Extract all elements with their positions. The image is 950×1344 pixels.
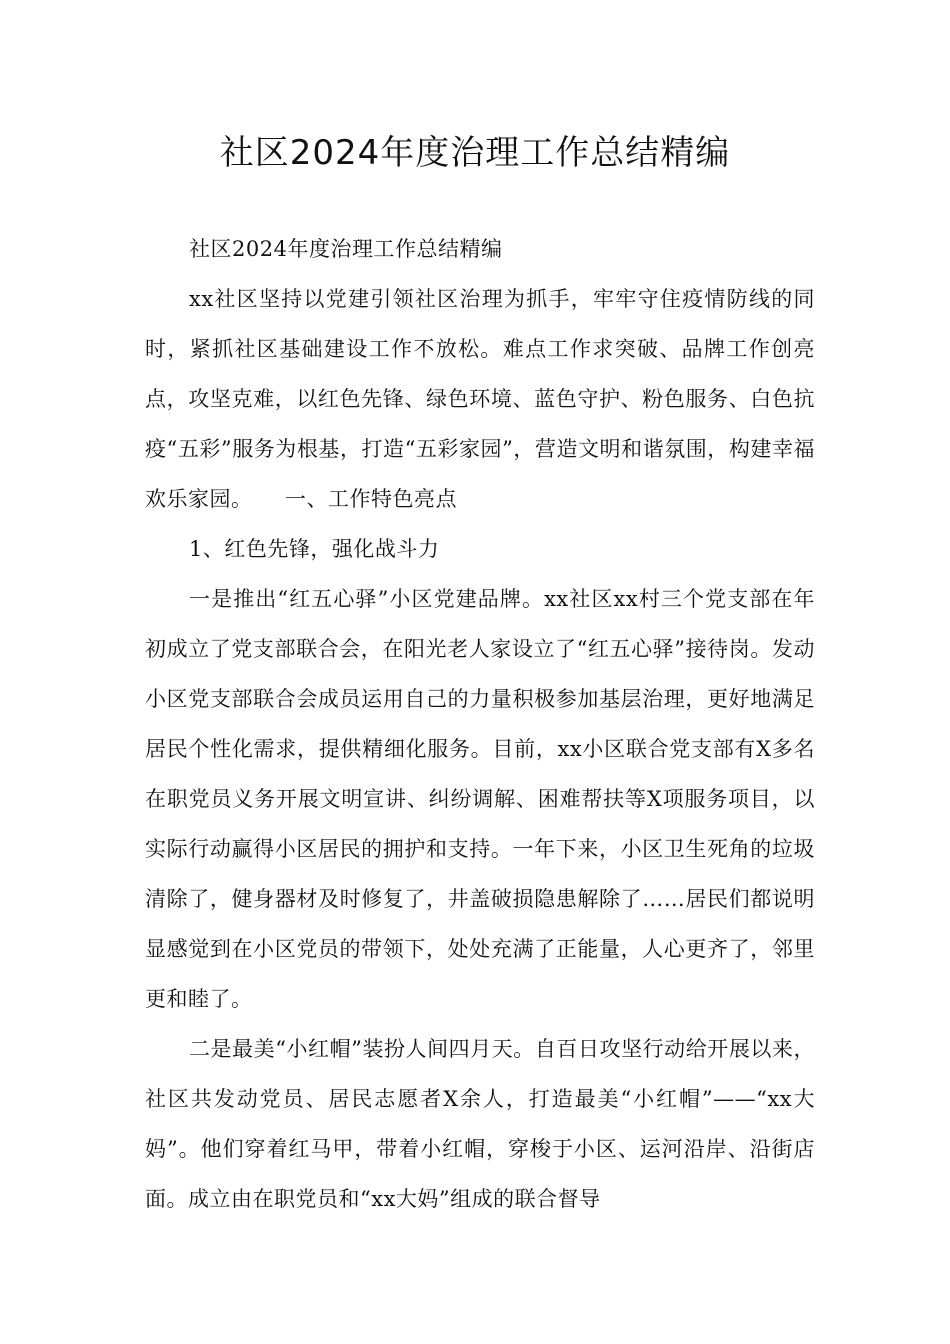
paragraph-item-two: 二是最美“小红帽”装扮人间四月天。自百日攻坚行动给开展以来，社区共发动党员、居民志愿者X余人，打造最美“小红帽”——“xx大妈”。他们穿着红马甲，带着小红帽，穿梭于小区、运河沿岸、沿街店面。成立由在职党员和“xx大妈”组成的联合督导 xyxy=(145,1037,815,1211)
paragraph-subtitle: 社区2024年度治理工作总结精编 xyxy=(189,237,503,261)
document-body xyxy=(145,224,815,1224)
paragraph-item-one: 一是推出“红五心驿”小区党建品牌。xx社区xx村三个党支部在年初成立了党支部联合会，在阳光老人家设立了“红五心驿”接待岗。发动小区党支部联合会成员运用自己的力量积极参加基层治理，更好地满足居民个性化需求，提供精细化服务。目前，xx小区联合党支部有X多名在职党员义务开展文明宣讲、纠纷调解、困难帮扶等X项服务项目，以实际行动赢得小区居民的拥护和支持。一年下来，小区卫生死角的垃圾清除了，健身器材及时修复了，井盖破损隐患解除了……居民们都说明显感觉到在小区党员的带领下，处处充满了正能量，人心更齐了，邻里更和睦了。 xyxy=(145,587,815,1011)
document-title: 社区2024年度治理工作总结精编 xyxy=(219,133,731,173)
paragraph-intro: xx社区坚持以党建引领社区治理为抓手，牢牢守住疫情防线的同时，紧抓社区基础建设工作不放松。难点工作求突破、品牌工作创亮点，攻坚克难，以红色先锋、绿色环境、蓝色守护、粉色服务、白色抗疫“五彩”服务为根基，打造“五彩家园”，营造文明和谐氛围，构建幸福欢乐家园。 一、工作特色亮点 xyxy=(145,287,815,511)
paragraph-section-heading: 1、红色先锋，强化战斗力 xyxy=(189,537,440,561)
